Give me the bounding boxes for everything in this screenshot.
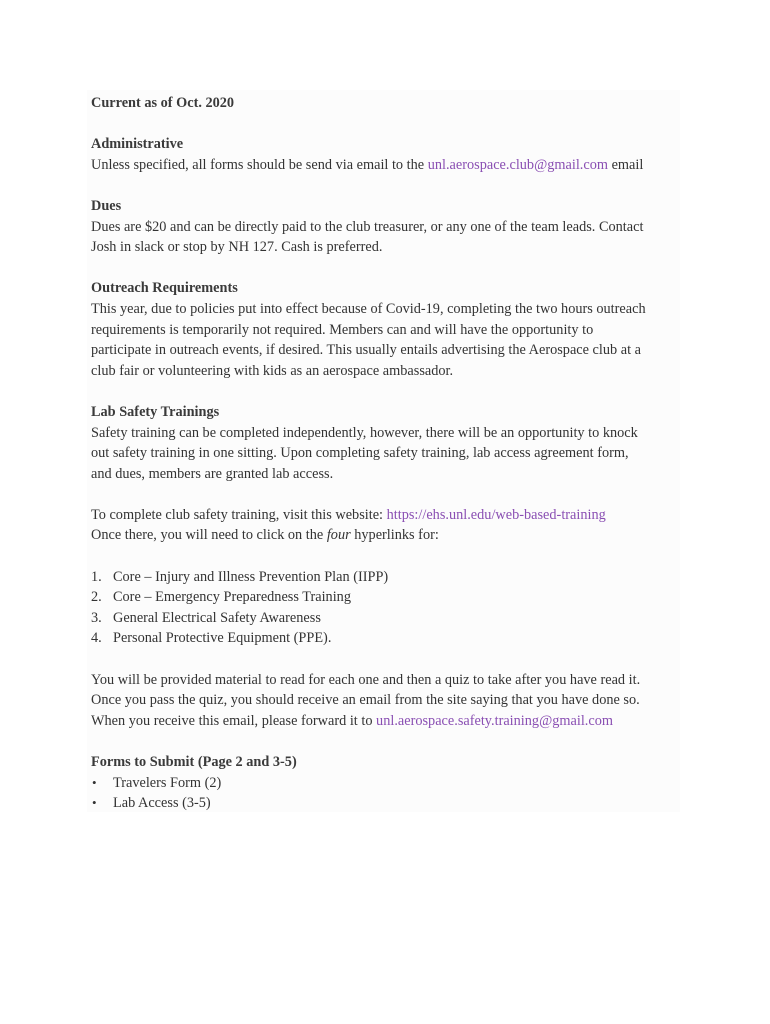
forms-list: [91, 773, 680, 814]
training-label: Core – Injury and Illness Prevention Plan (IIPP): [113, 568, 389, 585]
outreach-line-4: club fair or volunteering with kids as an aerospace ambassador.: [91, 362, 454, 379]
spacer: [91, 731, 680, 752]
lab-safety-line-2: out safety training in one sitting. Upon completing safety training, lab access agreement form,: [91, 445, 629, 462]
training-label: General Electrical Safety Awareness: [113, 609, 321, 626]
spacer: [91, 649, 680, 670]
lab-safety-line-1: Safety training can be completed independently, however, there will be an opportunity to knock: [91, 424, 638, 441]
administrative-heading: Administrative: [91, 136, 184, 153]
outreach-line-1: This year, due to policies put into effect because of Covid-19, completing the two hours outreach: [91, 300, 646, 317]
list-number: 3.: [91, 609, 102, 626]
document-page: [87, 90, 680, 812]
dues-line-1: Dues are $20 and can be directly paid to the club treasurer, or any one of the team leads. Contact: [91, 218, 644, 235]
current-as-of: Current as of Oct. 2020: [91, 95, 235, 111]
forms-heading: Forms to Submit (Page 2 and 3-5): [91, 754, 297, 770]
spacer: [91, 114, 680, 135]
spacer: [91, 484, 680, 505]
training-list: [91, 567, 680, 649]
spacer: [91, 175, 680, 196]
training-list-item: [91, 628, 680, 649]
quiz-line-3: [91, 711, 680, 732]
hyperlinks-instruction: [91, 525, 680, 546]
list-number: 2.: [91, 589, 102, 606]
safety-training-email-link[interactable]: unl.aerospace.safety.training@gmail.com: [376, 712, 613, 729]
outreach-line-3: participate in outreach events, if desired. This usually entails advertising the Aerospace club at a: [91, 342, 641, 359]
training-list-item: [91, 608, 680, 629]
list-number: 4.: [91, 630, 102, 647]
dues-line-2: Josh in slack or stop by NH 127. Cash is preferred.: [91, 239, 383, 256]
administrative-text: [91, 155, 680, 176]
bullet-icon: •: [92, 795, 97, 811]
quiz-line-1: You will be provided material to read for each one and then a quiz to take after you have read it.: [91, 671, 641, 688]
form-label: Lab Access (3-5): [113, 795, 211, 812]
visit-text: To complete club safety training, visit this website:: [91, 506, 387, 523]
spacer: [91, 546, 680, 567]
club-email-link[interactable]: unl.aerospace.club@gmail.com: [427, 156, 608, 173]
forms-list-item: [91, 793, 680, 814]
quiz-line-2: Once you pass the quiz, you should receive an email from the site saying that you have done so.: [91, 692, 640, 709]
training-website-link[interactable]: https://ehs.unl.edu/web-based-training: [386, 506, 606, 523]
training-label: Core – Emergency Preparedness Training: [113, 589, 351, 606]
four-emphasis: four: [326, 527, 351, 544]
lab-safety-line-3: and dues, members are granted lab access.: [91, 465, 334, 482]
training-list-item: [91, 587, 680, 608]
list-number: 1.: [91, 568, 102, 585]
training-list-item: [91, 567, 680, 588]
outreach-line-2: requirements is temporarily not required. Members can and will have the opportunity to: [91, 321, 594, 338]
spacer: [91, 381, 680, 402]
lab-safety-heading: Lab Safety Trainings: [91, 403, 220, 420]
form-label: Travelers Form (2): [113, 774, 222, 791]
document-body: [87, 90, 680, 814]
bullet-icon: •: [92, 774, 97, 790]
spacer: [91, 258, 680, 279]
forms-list-item: [91, 773, 680, 794]
dues-heading: Dues: [91, 197, 122, 214]
training-label: Personal Protective Equipment (PPE).: [113, 630, 332, 647]
outreach-heading: Outreach Requirements: [91, 280, 238, 297]
once-text-after: hyperlinks for:: [350, 527, 439, 544]
administrative-text-after: email: [608, 156, 644, 173]
administrative-text-before: Unless specified, all forms should be send via email to the: [91, 156, 428, 173]
quiz-line-3-text: When you receive this email, please forward it to: [91, 712, 377, 729]
visit-website-line: [91, 505, 680, 526]
once-text-before: Once there, you will need to click on the: [91, 527, 327, 544]
